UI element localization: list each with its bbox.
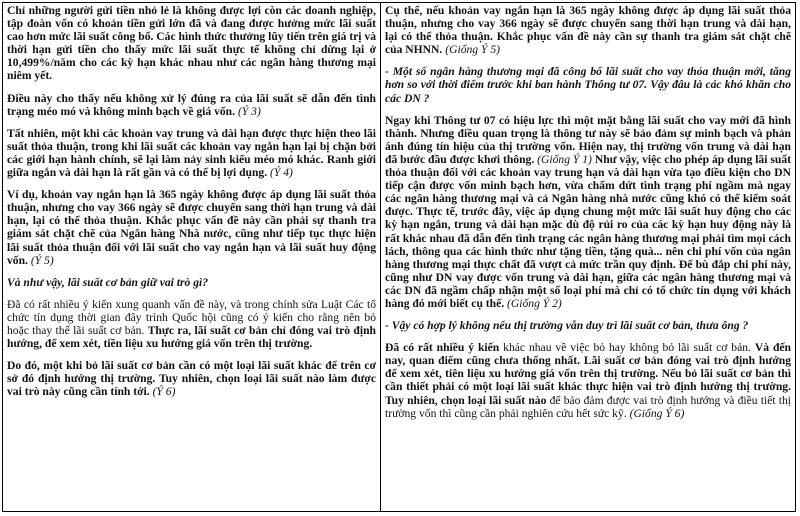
text-segment: Chỉ những người gửi tiền nhỏ lẻ là không được lợi còn các doanh nghiệp, tập đoàn vốn có khoản tiền gửi lớn đã và đang được hưởng mức lãi suất cao hơn mức lãi suất công bố. Các hình thức thưởng lũy tiến trên giá trị và thời hạn gửi tiền cho thấy mức lãi suất thực tế không chỉ dừng lại ở 10,499%/năm cho các kỳ hạn khác nhau như các ngân hàng thương mại niêm yết. xyxy=(7,4,376,83)
text-segment: Điều này cho thấy nếu không xử lý đúng ra của lãi suất sẽ dẫn đến tình trạng méo mó và không minh bạch về giá vốn. xyxy=(7,91,376,118)
right-paragraph xyxy=(385,4,791,56)
right-question xyxy=(385,65,791,104)
text-segment: Thực ra, lãi suất cơ bản chỉ đóng vai trò định hướng, để xem xét, tiền liệu xu hướng giá vốn trên thị trường. xyxy=(7,323,377,351)
idea-tag: (Ý 5) xyxy=(30,253,54,267)
idea-tag: (Ý 6) xyxy=(152,385,176,399)
left-paragraph xyxy=(7,188,376,267)
text-segment: Đã có rất nhiều ý kiến xung quanh vấn đề này, và trong chính sửa Luật Các tổ chức tín dụng thời gian đây trình Quốc hội cũng có ý kiến cho rằng nên bỏ hoặc thay thế lãi suất cơ bản. xyxy=(7,297,376,337)
right-paragraph xyxy=(385,341,791,420)
left-paragraph xyxy=(7,4,376,83)
text-segment: Cụ thể, nếu khoản vay ngắn hạn là 365 ngày không được áp dụng lãi suất thỏa thuận, nhưng cho vay 366 ngày sẽ được chuyển sang thời hạn trung và dài hạn, lại có thể thỏa thuận. Khắc phục vấn đề này cần sự thanh tra giám sát chặt chẽ của NHNN. xyxy=(385,4,791,57)
comparison-table xyxy=(2,2,796,512)
text-segment: để bảo đảm được vai trò định hướng và điều tiết thị trường vốn thì cũng cần phải nghiên cứu hết sức kỹ. xyxy=(385,393,791,420)
left-paragraph xyxy=(7,127,376,179)
left-paragraph xyxy=(7,92,376,118)
idea-tag: (Ý 4) xyxy=(270,166,293,180)
text-segment: khác nhau về việc bỏ hay không bỏ lãi suất cơ bản. xyxy=(503,341,755,355)
left-paragraph xyxy=(7,359,376,398)
text-segment: - Một số ngân hàng thương mại đã công bố lãi suất cho vay thỏa thuận mới, tăng hơn so với thời điểm trước khi ban hành Thông tư 07. Vậy đâu là các khó khăn cho các DN ? xyxy=(385,65,791,105)
text-segment: Như vậy, việc cho phép áp dụng lãi suất thỏa thuận đối với các khoản vay trung hạn và dài hạn vừa tạo điều kiện cho DN tiếp cận được vốn minh bạch hơn, vừa chấm dứt tình trạng phí ngầm mà ngay các ngân hàng thương mại và cả Ngân hàng nhà nước cũng khó có thể kiểm soát được. Thực tế, trước đây, việc áp dụng chung một mức lãi suất huy động cho các kỳ hạn ngắn, trung và dài hạn mặc dù độ rủi ro của các kỳ hạn huy động này là rất khác nhau đã dẫn đến tình trạng các ngân hàng thương mại phải tìm mọi cách lách, thông qua các hình thức như tặng tiền, tặng quà... nên chi phí vốn của ngân hàng thương mại thực chất đã vượt cả mức trần quy định. Để bù đắp chi phí này, cũng như DN vay được vốn trung và dài hạn, giữa các ngân hàng thương mại và các DN đã ngầm chấp nhận một số loại phí mà chỉ có tổ chức tín dụng với khách hàng đó mới biết cụ thể. xyxy=(385,152,791,310)
text-segment: Ngay khi Thông tư 07 có hiệu lực thì một mặt bằng lãi suất cho vay mới đã hình thành. Nhưng điều quan trọng là thông tư này sẽ bảo đảm sự minh bạch và phản ánh đúng tín hiệu của thị trường vốn. Hiện nay, thị trường vốn trung và dài hạn đã bước đầu được khơi thông. xyxy=(385,113,791,166)
left-column xyxy=(3,3,381,511)
idea-tag: (Giống Ý 2) xyxy=(507,296,562,310)
idea-tag: (Giống Ý 5) xyxy=(445,43,500,57)
left-question xyxy=(7,276,376,289)
right-paragraph xyxy=(385,114,791,310)
text-segment: - Vậy có hợp lý không nếu thị trường vẫn duy trì lãi suất cơ bản, thưa ông ? xyxy=(385,319,749,333)
text-segment: Do đó, một khi bỏ lãi suất cơ bản cần có một loại lãi suất khác để trên cơ sở đó định hướng thị trường. Tuy nhiên, chọn loại lãi suất nào làm được vai trò này cũng cần tính tới. xyxy=(7,359,376,399)
idea-tag: (Ý 3) xyxy=(237,104,261,118)
right-column xyxy=(381,3,795,511)
idea-tag: (Giống Ý 1) xyxy=(537,152,595,166)
text-segment: Ví dụ, khoản vay ngắn hạn là 365 ngày không được áp dụng lãi suất thỏa thuận, nhưng cho vay 366 ngày sẽ được chuyển sang thời hạn trung và dài hạn, lại có thể thỏa thuận. Khắc phục vấn đề này cần phải sự thanh tra giám sát chặt chẽ của Ngân hàng Nhà nước, cũng như tiếp tục thực hiện lãi suất thỏa thuận đối với lãi suất cho vay ngắn hạn và lãi suất huy động vốn. xyxy=(7,188,376,267)
idea-tag: (Giống Ý 6) xyxy=(629,406,685,420)
text-segment: Đã có rất nhiều ý kiến xyxy=(385,341,504,355)
text-segment: Và đến nay, quan điểm cũng chưa thống nhất. Lãi suất cơ bản đóng vai trò định hướng để xem xét, tiên liệu xu hướng giá vốn trên thị trường. Nếu bỏ lãi suất cơ bản thì cần thiết phải có một loại lãi suất khác thực hiện vai trò định hướng thị trường. Tuy nhiên, chọn loại lãi suất nào xyxy=(385,341,791,407)
right-question xyxy=(385,319,791,332)
left-paragraph xyxy=(7,298,376,350)
text-segment: Tất nhiên, một khi các khoản vay trung và dài hạn được thực hiện theo lãi suất thỏa thuận, trong khi lãi suất các khoản vay ngắn hạn lại bị chặn bởi các giới hạn hành chính, sẽ lại làm nảy sinh kiểu méo mó khác. Ranh giới giữa ngắn và dài hạn là rất gần và có thể bị lợi dụng. xyxy=(7,126,376,180)
text-segment: Và như vậy, lãi suất cơ bản giữ vai trò gì? xyxy=(7,275,209,289)
